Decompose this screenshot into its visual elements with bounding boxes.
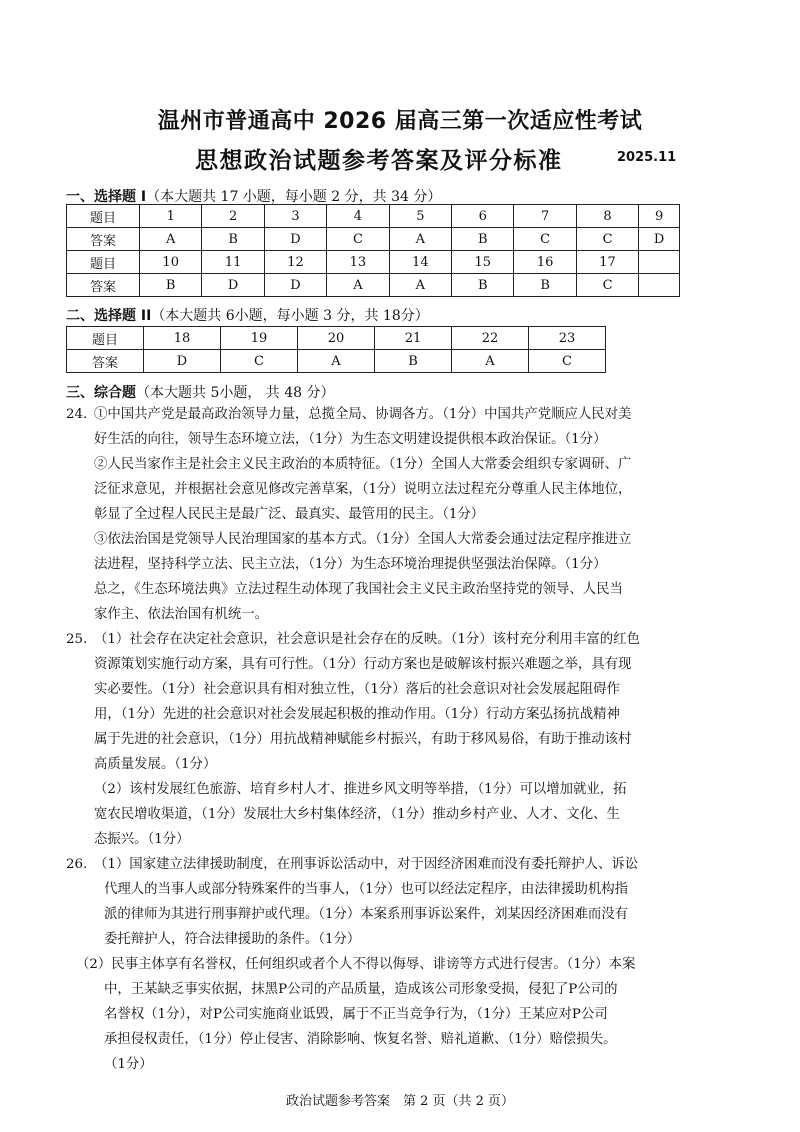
answer-line: 态振兴。（1分） bbox=[94, 832, 190, 847]
answer-line: 家作主、依法治国有机统一。 bbox=[94, 607, 269, 622]
row-header-cell: 题目 bbox=[67, 205, 140, 228]
answer-cell: D bbox=[639, 228, 680, 251]
section2-note: （本大题共 6小题，每小题 3 分，共 18分） bbox=[151, 308, 429, 324]
answer-cell: C bbox=[576, 228, 638, 251]
section2-heading bbox=[66, 305, 429, 325]
exam-date: 2025.11 bbox=[617, 150, 677, 165]
answer-line: 资源策划实施行动方案，具有可行性。（1分）行动方案也是破解该村振兴难题之举，具有现 bbox=[94, 657, 632, 672]
answer-cell: 10 bbox=[140, 251, 202, 274]
answer-line: （2）该村发展红色旅游、培育乡村人才、推进乡风文明等举措，（1分）可以增加就业，拓 bbox=[94, 782, 627, 797]
answer-line: 委托辩护人，符合法律援助的条件。（1分） bbox=[104, 932, 361, 947]
answer-cell: 2 bbox=[202, 205, 264, 228]
answer-line: 用，（1分）先进的社会意识对社会发展起积极的推动作用。（1分）行动方案弘扬抗战精神 bbox=[94, 707, 620, 722]
answer-line: 高质量发展。（1分） bbox=[94, 757, 217, 772]
question-number: 26. bbox=[66, 857, 88, 872]
answer-line: （1分） bbox=[104, 1057, 153, 1072]
answer-text: ①中国共产党是最高政治领导力量，总揽全局、协调各方。（1分）中国共产党顺应人民对美 bbox=[94, 407, 632, 422]
answer-cell: 4 bbox=[327, 205, 389, 228]
answer-text: （1）国家建立法律援助制度，在刑事诉讼活动中，对于因经济困难而没有委托辩护人、诉讼 bbox=[94, 857, 639, 872]
subtitle-row bbox=[0, 142, 800, 174]
answer-line: 彰显了全过程人民民主是最广泛、最真实、最管用的民主。（1分） bbox=[94, 507, 485, 522]
answer-line: 名誉权（1分），对P公司实施商业诋毁，属于不正当竞争行为，（1分）王某应对P公司 bbox=[104, 1007, 608, 1022]
answer-cell: 11 bbox=[202, 251, 264, 274]
answer-line: 好生活的向往，领导生态环境立法，（1分）为生态文明建设提供根本政治保证。（1分） bbox=[94, 432, 607, 447]
section3-body bbox=[66, 402, 726, 1077]
answer-cell: B bbox=[202, 228, 264, 251]
table-row bbox=[67, 228, 680, 251]
table-row bbox=[67, 251, 680, 274]
answer-cell: 16 bbox=[514, 251, 576, 274]
answer-cell: B bbox=[514, 274, 576, 297]
row-header-cell: 答案 bbox=[67, 274, 140, 297]
answer-line: 承担侵权责任，（1分）停止侵害、消除影响、恢复名誉、赔礼道歉、（1分）赔偿损失。 bbox=[104, 1032, 617, 1047]
answer-cell: A bbox=[389, 228, 451, 251]
answer-line: 宽农民增收渠道，（1分）发展壮大乡村集体经济，（1分）推动乡村产业、人才、文化、生 bbox=[94, 807, 620, 822]
answer-cell: B bbox=[452, 228, 514, 251]
answer-cell: 14 bbox=[389, 251, 451, 274]
question-number: 25. bbox=[66, 632, 88, 647]
table-row bbox=[67, 327, 606, 350]
row-header-cell: 题目 bbox=[67, 327, 144, 350]
answer-line: 中，王某缺乏事实依据，抹黑P公司的产品质量，造成该公司形象受损，侵犯了P公司的 bbox=[104, 982, 618, 997]
answer-cell bbox=[639, 251, 680, 274]
question-number: 24. bbox=[66, 407, 88, 422]
answer-cell: C bbox=[576, 274, 638, 297]
answer-line: 派的律师为其进行刑事辩护或代理。（1分）本案系刑事诉讼案件，刘某因经济困难而没有 bbox=[104, 907, 629, 922]
answer-line: 法进程，坚持科学立法、民主立法，（1分）为生态环境治理提供坚强法治保障。（1分） bbox=[94, 557, 607, 572]
answer-line: 实必要性。（1分）社会意识具有相对独立性，（1分）落后的社会意识对社会发展起阻碍作 bbox=[94, 682, 620, 697]
answer-cell: A bbox=[298, 350, 375, 373]
section3-title: 三、综合题 bbox=[66, 385, 136, 401]
answer-line: 总之，《生态环境法典》立法过程生动体现了我国社会主义民主政治坚持党的领导、人民当 bbox=[94, 582, 623, 597]
answer-cell: D bbox=[202, 274, 264, 297]
answer-line: ③依法治国是党领导人民治理国家的基本方式。（1分）全国人大常委会通过法定程序推进立 bbox=[94, 532, 632, 547]
answer-cell: 8 bbox=[576, 205, 638, 228]
answer-table-1 bbox=[66, 204, 680, 297]
answer-cell: 13 bbox=[327, 251, 389, 274]
answer-cell: 6 bbox=[452, 205, 514, 228]
section1-heading bbox=[66, 186, 441, 206]
row-header-cell: 答案 bbox=[67, 350, 144, 373]
answer-cell: C bbox=[514, 228, 576, 251]
answer-cell: C bbox=[327, 228, 389, 251]
answer-text: （1）社会存在决定社会意识，社会意识是社会存在的反映。（1分）该村充分利用丰富的红色 bbox=[94, 632, 640, 647]
row-header-cell: 答案 bbox=[67, 228, 140, 251]
answer-cell: 21 bbox=[375, 327, 452, 350]
answer-cell: C bbox=[221, 350, 298, 373]
answer-cell: 12 bbox=[264, 251, 326, 274]
answer-cell: 3 bbox=[264, 205, 326, 228]
answer-cell: 19 bbox=[221, 327, 298, 350]
answer-cell: D bbox=[264, 228, 326, 251]
answer-line: 泛征求意见，并根据社会意见修改完善草案，（1分）说明立法过程充分尊重人民主体地位， bbox=[94, 482, 632, 497]
answer-cell: A bbox=[140, 228, 202, 251]
answer-cell: D bbox=[264, 274, 326, 297]
answer-line: 属于先进的社会意识，（1分）用抗战精神赋能乡村振兴，有助于移风易俗，有助于推动该村 bbox=[94, 732, 632, 747]
answer-cell: A bbox=[389, 274, 451, 297]
answer-line bbox=[66, 627, 726, 652]
answer-cell: B bbox=[140, 274, 202, 297]
exam-title: 温州市普通高中 2026 届高三第一次适应性考试 bbox=[157, 109, 643, 134]
table-row bbox=[67, 205, 680, 228]
answer-cell: A bbox=[327, 274, 389, 297]
answer-cell: 15 bbox=[452, 251, 514, 274]
answer-line: ②人民当家作主是社会主义民主政治的本质特征。（1分）全国人大常委会组织专家调研、广 bbox=[94, 457, 632, 472]
table-row bbox=[67, 350, 606, 373]
answer-cell: 18 bbox=[144, 327, 221, 350]
answer-line bbox=[66, 852, 726, 877]
answer-cell: 5 bbox=[389, 205, 451, 228]
exam-subtitle: 思想政治试题参考答案及评分标准 bbox=[195, 148, 563, 174]
section1-note: （本大题共 17 小题，每小题 2 分，共 34 分） bbox=[146, 189, 442, 205]
page-footer: 政治试题参考答案 第 2 页（共 2 页） bbox=[285, 1094, 515, 1109]
answer-cell: 20 bbox=[298, 327, 375, 350]
answer-cell: A bbox=[452, 350, 529, 373]
answer-cell: B bbox=[375, 350, 452, 373]
answer-cell: 23 bbox=[529, 327, 606, 350]
answer-cell: B bbox=[452, 274, 514, 297]
answer-cell: 9 bbox=[639, 205, 680, 228]
section1-title: 一、选择题 I bbox=[66, 189, 147, 205]
answer-cell: 7 bbox=[514, 205, 576, 228]
answer-line: （2）民事主体享有名誉权，任何组织或者个人不得以侮辱、诽谤等方式进行侵害。（1分）本案 bbox=[76, 957, 636, 972]
row-header-cell: 题目 bbox=[67, 251, 140, 274]
table-row bbox=[67, 274, 680, 297]
answer-cell: 1 bbox=[140, 205, 202, 228]
answer-cell: D bbox=[144, 350, 221, 373]
answer-line: 代理人的当事人或部分特殊案件的当事人，（1分）也可以经法定程序，由法律援助机构指 bbox=[104, 882, 629, 897]
answer-table-2 bbox=[66, 326, 606, 373]
answer-cell: 22 bbox=[452, 327, 529, 350]
section3-note: （本大题共 5小题， 共 48 分） bbox=[136, 385, 335, 401]
answer-cell: C bbox=[529, 350, 606, 373]
answer-cell: 17 bbox=[576, 251, 638, 274]
section2-title: 二、选择题 II bbox=[66, 308, 152, 324]
answer-line bbox=[66, 402, 726, 427]
answer-cell bbox=[639, 274, 680, 297]
section3-heading bbox=[66, 382, 335, 402]
